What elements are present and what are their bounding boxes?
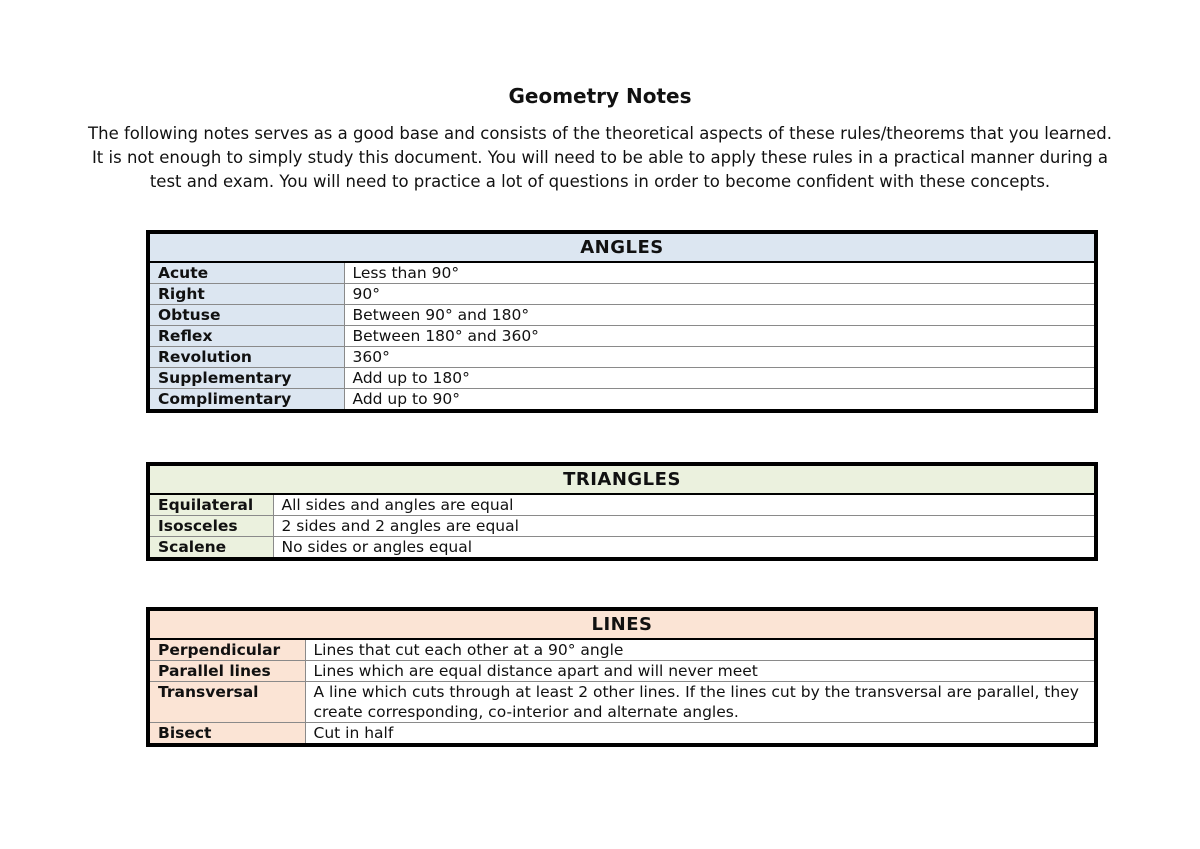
definition-cell: Cut in half xyxy=(305,723,1096,746)
table-row xyxy=(148,305,1096,326)
definition-cell: Between 180° and 360° xyxy=(344,326,1096,347)
definition-cell: No sides or angles equal xyxy=(273,537,1096,560)
angles-table xyxy=(146,230,1098,413)
table-row xyxy=(148,661,1096,682)
term-cell: Bisect xyxy=(148,723,305,746)
table-row xyxy=(148,368,1096,389)
definition-cell: 360° xyxy=(344,347,1096,368)
table-row xyxy=(148,639,1096,661)
table-row xyxy=(148,389,1096,412)
term-cell: Supplementary xyxy=(148,368,344,389)
term-cell: Right xyxy=(148,284,344,305)
table-header-row xyxy=(148,609,1096,639)
table-row xyxy=(148,326,1096,347)
term-cell: Perpendicular xyxy=(148,639,305,661)
intro-paragraph xyxy=(50,122,1150,194)
table-row xyxy=(148,723,1096,746)
triangles-heading: TRIANGLES xyxy=(148,464,1096,494)
definition-cell: Less than 90° xyxy=(344,262,1096,284)
term-cell: Acute xyxy=(148,262,344,284)
angles-heading: ANGLES xyxy=(148,232,1096,262)
page-title: Geometry Notes xyxy=(508,84,692,108)
term-cell: Scalene xyxy=(148,537,273,560)
definition-cell: Lines which are equal distance apart and will never meet xyxy=(305,661,1096,682)
table-row xyxy=(148,284,1096,305)
term-cell: Complimentary xyxy=(148,389,344,412)
table-row xyxy=(148,347,1096,368)
intro-line: The following notes serves as a good base and consists of the theoretical aspects of these rules/theorems that you learned. xyxy=(88,124,1112,143)
term-cell: Equilateral xyxy=(148,494,273,516)
lines-heading: LINES xyxy=(148,609,1096,639)
definition-cell: 90° xyxy=(344,284,1096,305)
definition-cell: 2 sides and 2 angles are equal xyxy=(273,516,1096,537)
triangles-table xyxy=(146,462,1098,561)
table-header-row xyxy=(148,464,1096,494)
table-row xyxy=(148,516,1096,537)
definition-cell: Add up to 90° xyxy=(344,389,1096,412)
table-row xyxy=(148,262,1096,284)
definition-cell: A line which cuts through at least 2 other lines. If the lines cut by the transversal are parallel, they create corresponding, co-interior and alternate angles. xyxy=(305,682,1096,723)
term-cell: Parallel lines xyxy=(148,661,305,682)
definition-cell: Lines that cut each other at a 90° angle xyxy=(305,639,1096,661)
definition-cell: Between 90° and 180° xyxy=(344,305,1096,326)
definition-cell: Add up to 180° xyxy=(344,368,1096,389)
term-cell: Reflex xyxy=(148,326,344,347)
term-cell: Obtuse xyxy=(148,305,344,326)
term-cell: Isosceles xyxy=(148,516,273,537)
table-row xyxy=(148,494,1096,516)
table-row xyxy=(148,682,1096,723)
intro-line: test and exam. You will need to practice a lot of questions in order to become confident with these concepts. xyxy=(149,172,1051,191)
definition-cell: All sides and angles are equal xyxy=(273,494,1096,516)
intro-line: It is not enough to simply study this document. You will need to be able to apply these rules in a practical manner during a xyxy=(91,148,1109,167)
table-row xyxy=(148,537,1096,560)
table-header-row xyxy=(148,232,1096,262)
lines-table xyxy=(146,607,1098,747)
term-cell: Revolution xyxy=(148,347,344,368)
term-cell: Transversal xyxy=(148,682,305,723)
